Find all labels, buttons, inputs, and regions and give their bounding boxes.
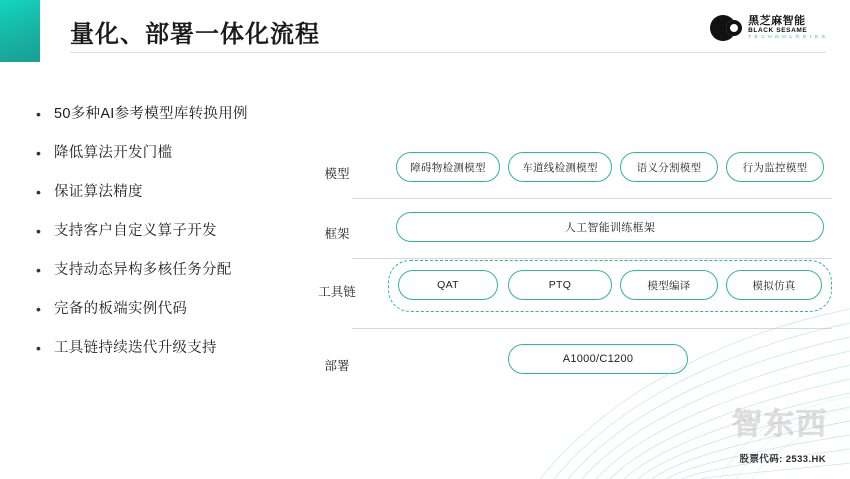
list-item-label: 支持动态异构多核任务分配 [54,262,232,278]
row-divider [352,198,832,199]
list-item-label: 完备的板端实例代码 [54,301,188,317]
list-item [36,299,316,319]
company-logo [710,12,826,44]
node-simulation[interactable]: 模拟仿真 [726,270,822,300]
header-divider [70,52,826,53]
logo-name-en: BLACK SESAME [748,26,808,34]
stock-code-label: 股票代码: 2533.HK [739,454,826,465]
bullet-marker-icon: • [36,145,41,161]
node-behavior-monitoring[interactable]: 行为监控模型 [726,152,824,182]
row-divider [352,258,832,259]
bullet-marker-icon: • [36,223,41,239]
node-qat[interactable]: QAT [398,270,498,300]
list-item [36,104,316,124]
watermark-text: 智东西 [732,408,828,441]
row-label-model: 模型 [324,167,350,181]
node-lane-detection[interactable]: 车道线检测模型 [508,152,612,182]
row-label-toolchain: 工具链 [318,285,356,299]
bullet-marker-icon: • [36,184,41,200]
bullet-marker-icon: • [36,262,41,278]
logo-text [748,16,826,39]
logo-name-cn: 黑芝麻智能 [748,15,806,28]
list-item [36,143,316,163]
header-accent-block [0,0,40,62]
list-item [36,260,316,280]
list-item-label: 保证算法精度 [54,184,143,200]
bullet-marker-icon: • [36,106,41,122]
bullet-marker-icon: • [36,301,41,317]
row-label-deployment: 部署 [324,359,350,373]
node-model-compile[interactable]: 模型编译 [620,270,718,300]
architecture-diagram [312,118,832,396]
row-label-framework: 框架 [324,227,350,241]
node-ptq[interactable]: PTQ [508,270,612,300]
node-ai-training-framework[interactable]: 人工智能训练框架 [396,212,824,242]
list-item [36,338,316,358]
page-title: 量化、部署一体化流程 [70,21,320,48]
logo-name-sub: T E C H N O L O G I E S [748,33,826,39]
list-item-label: 50多种AI参考模型库转换用例 [54,106,248,122]
bullet-list [36,104,316,377]
list-item-label: 降低算法开发门槛 [54,145,173,161]
bullet-marker-icon: • [36,340,41,356]
node-a1000-c1200[interactable]: A1000/C1200 [508,344,688,374]
logo-mark-icon [710,12,742,44]
list-item [36,221,316,241]
list-item-label: 支持客户自定义算子开发 [54,223,217,239]
node-semantic-segmentation[interactable]: 语义分割模型 [620,152,718,182]
row-divider [352,328,832,329]
list-item [36,182,316,202]
list-item-label: 工具链持续迭代升级支持 [54,340,217,356]
node-obstacle-detection[interactable]: 障碍物检测模型 [396,152,500,182]
